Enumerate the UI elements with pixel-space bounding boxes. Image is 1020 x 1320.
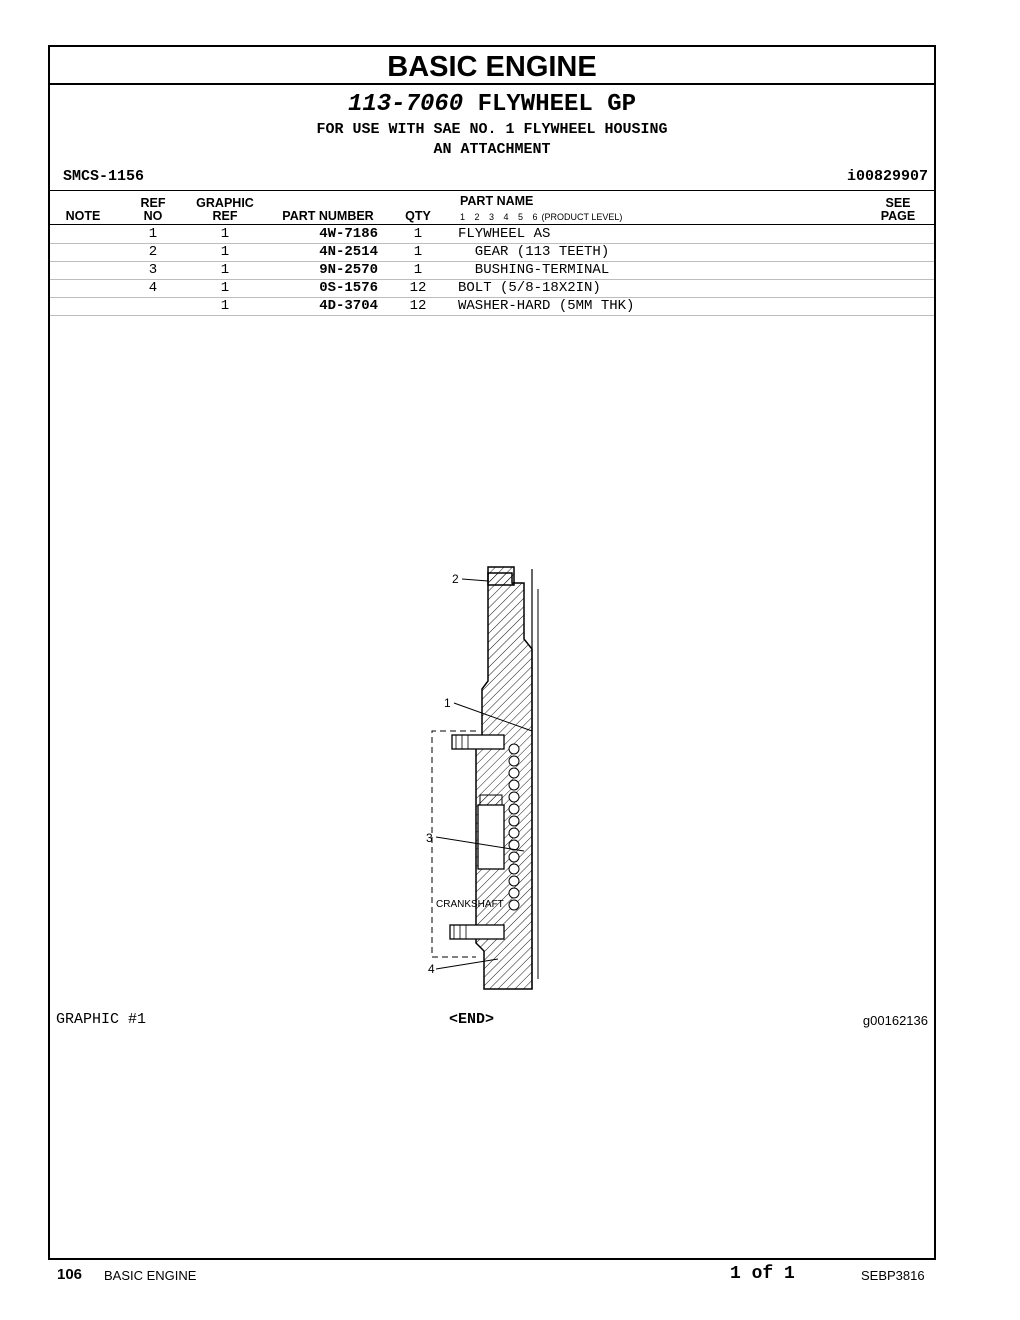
ref-no: 2 [148, 244, 158, 260]
col-ref-no-bottom: NO [143, 209, 163, 223]
bushing-terminal [480, 795, 502, 805]
callout-2: 2 [452, 572, 459, 586]
section-title: BASIC ENGINE [50, 47, 934, 85]
bushing-bore [478, 805, 504, 869]
quantity: 12 [409, 280, 427, 296]
graphic-label: GRAPHIC #1 [56, 1011, 147, 1028]
part-number: 9N-2570 [319, 262, 378, 278]
crankshaft-label: CRANKSHAFT [436, 899, 504, 910]
smcs-code: SMCS-1156 [63, 168, 145, 185]
graphic-ref: 1 [220, 280, 230, 296]
col-qty: QTY [405, 209, 431, 223]
upper-bolt [452, 735, 504, 749]
table-row [50, 243, 934, 261]
graphic-ref: 1 [220, 262, 230, 278]
col-see-page-bottom: PAGE [880, 209, 916, 223]
quantity: 12 [409, 298, 427, 314]
graphic-ref: 1 [220, 226, 230, 242]
ref-no: 4 [148, 280, 158, 296]
col-part-name: PART NAME [460, 194, 534, 208]
leader-2 [462, 579, 488, 581]
group-number: 113-7060 [347, 91, 464, 118]
col-see-page-top: SEE [885, 196, 911, 210]
graphic-id: g00162136 [862, 1013, 928, 1028]
quantity: 1 [413, 226, 423, 242]
col-product-levels [460, 212, 622, 222]
row-divider [50, 315, 934, 316]
part-name: BOLT (5/8-18X2IN) [458, 280, 601, 296]
part-name: WASHER-HARD (5MM THK) [458, 298, 635, 314]
col-graphic-ref-bottom: REF [212, 209, 238, 223]
quantity: 1 [413, 244, 423, 260]
page-frame [48, 45, 936, 1260]
group-title [50, 91, 934, 118]
end-marker: <END> [449, 1011, 495, 1028]
footer-document: SEBP3816 [861, 1268, 925, 1283]
part-number: 4N-2514 [319, 244, 378, 260]
table-row [50, 297, 934, 315]
group-name: FLYWHEEL GP [477, 91, 637, 118]
group-subtitle-1: FOR USE WITH SAE NO. 1 FLYWHEEL HOUSING [316, 121, 668, 138]
ref-no: 3 [148, 262, 158, 278]
table-row [50, 261, 934, 279]
callout-1: 1 [444, 696, 451, 710]
ring-gear [488, 567, 514, 585]
crankshaft-outline [432, 731, 476, 957]
ref-no: 1 [148, 226, 158, 242]
graphic-ref: 1 [220, 298, 230, 314]
col-ref-no-top: REF [140, 196, 166, 210]
flywheel-illustration [376, 559, 616, 1019]
header-top-rule [50, 190, 934, 191]
col-graphic-ref-top: GRAPHIC [196, 196, 254, 210]
part-number: 0S-1576 [319, 280, 378, 296]
part-number: 4W-7186 [319, 226, 378, 242]
product-level-label: (PRODUCT LEVEL) [541, 212, 623, 222]
graphic-ref: 1 [220, 244, 230, 260]
table-row [50, 225, 934, 243]
footer-page-of: 1 of 1 [730, 1264, 795, 1284]
part-name: BUSHING-TERMINAL [458, 262, 610, 278]
footer-section: BASIC ENGINE [104, 1268, 197, 1283]
lower-bolt [450, 925, 504, 939]
part-number: 4D-3704 [319, 298, 378, 314]
document-identifier: i00829907 [846, 168, 928, 185]
callout-4: 4 [428, 962, 435, 976]
col-part-number: PART NUMBER [282, 209, 374, 223]
quantity: 1 [413, 262, 423, 278]
callout-3: 3 [426, 831, 433, 845]
group-subtitle-2: AN ATTACHMENT [433, 141, 551, 158]
level-numbers: 1 2 3 4 5 6 [460, 212, 538, 222]
part-name: FLYWHEEL AS [458, 226, 551, 242]
table-row [50, 279, 934, 297]
part-name: GEAR (113 TEETH) [458, 244, 610, 260]
footer-page-number: 106 [57, 1266, 83, 1283]
col-note: NOTE [65, 209, 101, 223]
